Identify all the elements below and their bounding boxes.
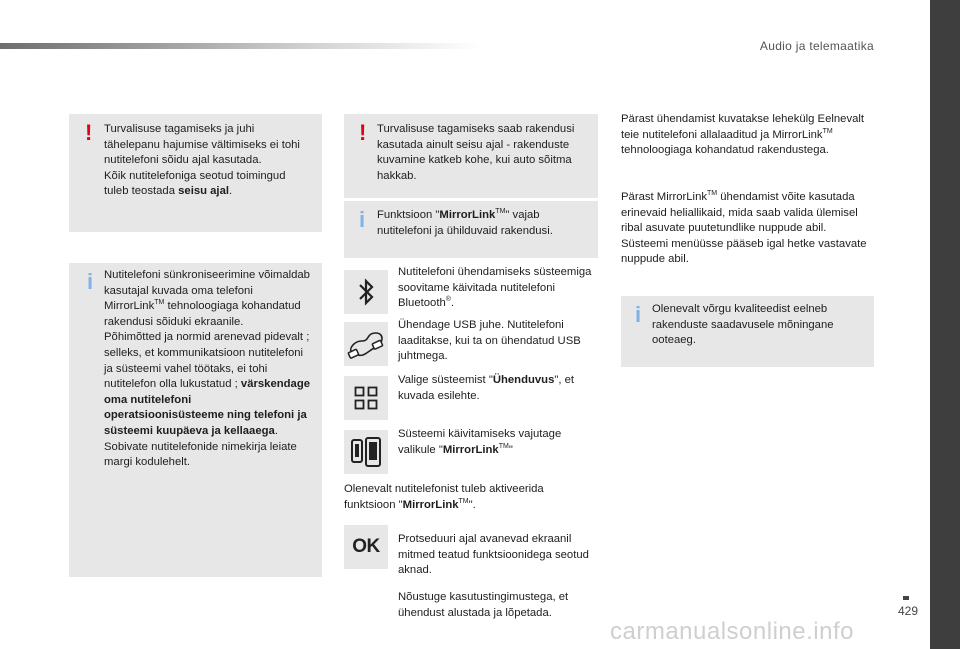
usb-step-icon-box	[344, 322, 388, 366]
info-icon: i	[635, 302, 642, 327]
info-box-network	[621, 296, 874, 367]
bluetooth-icon	[353, 276, 379, 308]
bluetooth-step-icon-box	[344, 270, 388, 314]
mirrorlink-step-text: Süsteemi käivitamiseks vajutage valikule "MirrorLink™"	[398, 428, 562, 456]
warning-apps-text: Turvalisuse tagamiseks saab rakendusi kasutada ainult seisu ajal - rakenduste kuvamine katkeb kohe, kui auto sõitma hakkab.	[377, 123, 575, 182]
warning-text	[104, 122, 312, 200]
warning-line-2: Kõik nutitelefoniga seotud toimingud tuleb teostada seisu ajal.	[104, 169, 286, 198]
activate-mirrorlink-text: Olenevalt nutitelefonist tuleb aktiveerida funktsioon "MirrorLink™".	[344, 483, 544, 511]
info-box-mirrorlink	[344, 201, 598, 258]
warning-box-apps	[344, 114, 598, 198]
connectivity-grid-icon	[354, 386, 378, 410]
warning-bold-phrase: seisu ajal	[178, 185, 229, 198]
info-icon: i	[87, 269, 94, 294]
ok-step-text	[398, 521, 598, 633]
section-title: Audio ja telemaatika	[759, 39, 874, 53]
info-sync-paragraph-2: Põhimõtted ja normid arenevad pidevalt ; selleks, et kommunikatsioon nutitelefoni ja süsteemi vahel töötaks, ei tohi nutitelefon olla lukustatud ; värskendage oma nutitelefoni operatsioonisüsteeme ning telefoni ja süsteemi kuupäeva ja kellaaega. Sobivate nutitelefonide nimekirja leiate margi kodulehelt.	[104, 331, 310, 469]
page-number: 429	[898, 604, 919, 618]
info-sync-text	[104, 268, 314, 471]
info-box-sync	[69, 263, 322, 577]
info-network-text: Olenevalt võrgu kvaliteedist eelneb rakenduste saadavusele mõningane ooteaeg.	[652, 303, 834, 347]
watermark: carmanualsonline.info	[610, 618, 854, 645]
warning-icon: !	[359, 120, 367, 145]
usb-cable-icon	[346, 327, 386, 361]
warning-box-driving	[69, 114, 322, 232]
ok-icon: OK	[352, 536, 380, 557]
ok-step-text-1: Protseduuri ajal avanevad ekraanil mitmed teatud funktsioonidega seotud aknad.	[398, 533, 589, 577]
connectivity-step-icon-box	[344, 376, 388, 420]
usb-step-text: Ühendage USB juhe. Nutitelefoni laaditakse, kui ta on ühendatud USB juhtmega.	[398, 319, 581, 363]
chapter-sidebar-tab	[930, 0, 960, 649]
ok-step-icon-box	[344, 525, 388, 569]
info-sync-paragraph-1: Nutitelefoni sünkroniseerimine võimaldab kasutajal kuvada oma telefoni MirrorLink™ tehnoloogiaga kohandatud rakendusi sõiduki ekraanile.	[104, 269, 310, 328]
warning-line-1: Turvalisuse tagamiseks ja juhi tähelepanu hajumise vältimiseks ei tohi nutitelefoni sõidu ajal kasutada.	[104, 123, 300, 167]
connectivity-step-text: Valige süsteemist "Ühenduvus", et kuvada esilehte.	[398, 374, 575, 402]
page-marker	[903, 596, 909, 600]
mirrorlink-icon	[349, 435, 383, 469]
bluetooth-step-text: Nutitelefoni ühendamiseks süsteemiga soovitame käivitada nutitelefoni Bluetooth®.	[398, 266, 592, 310]
ok-step-text-2: Nõustuge kasutustingimustega, et ühendust alustada ja lõpetada.	[398, 591, 569, 619]
header-gradient-bar	[0, 43, 480, 49]
info-mirrorlink-text: Funktsioon "MirrorLink™" vajab nutitelefoni ja ühilduvaid rakendusi.	[377, 208, 553, 237]
after-connection-paragraph-2: Pärast MirrorLink™ ühendamist võite kasutada erinevaid heliallikaid, mida saab valida ülemisel ribal asuvate puutetundlike nuppude abil. Süsteemi menüüsse pääseb igal hetke vastavate nuppude abil.	[621, 190, 867, 266]
warning-icon: !	[85, 120, 93, 145]
after-connection-paragraph-1: Pärast ühendamist kuvatakse lehekülg Eelnevalt teie nutitelefoni allalaaditud ja MirrorLink™ tehnoloogiaga kohandatud rakendustega.	[621, 113, 865, 157]
info-icon: i	[359, 207, 366, 232]
mirrorlink-step-icon-box	[344, 430, 388, 474]
